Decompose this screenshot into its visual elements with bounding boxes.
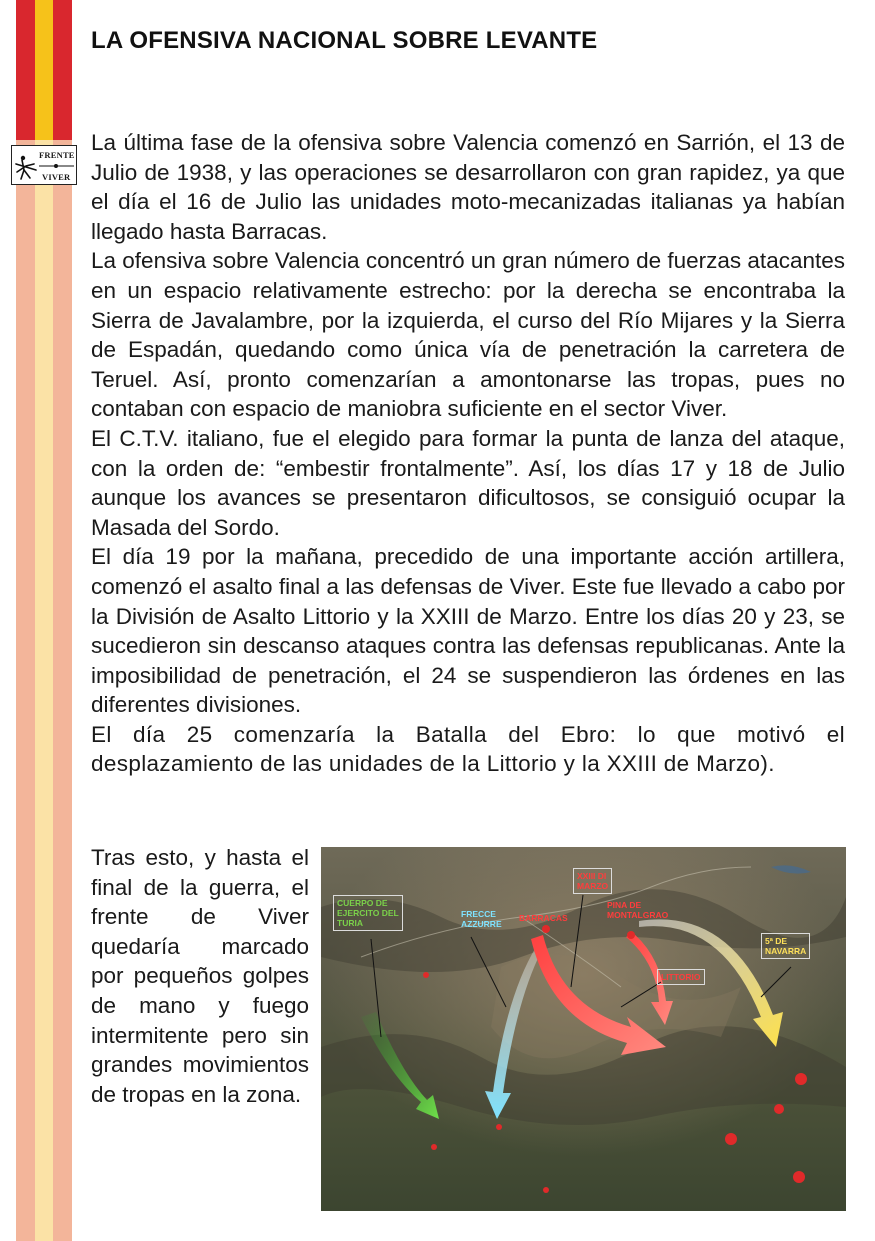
paragraph: El C.T.V. italiano, fue el elegido para formar la punta de lanza del ataque, con la orden de: “embestir frontalmente”. Así, los días 17 y 18 de Julio aunque los avances se presentaron dificultosos, se consiguió ocupar la Masada del Sordo. (91, 425, 845, 540)
map-label-cuerpo-turia: CUERPO DE EJERCITO DEL TURIA (333, 895, 403, 931)
map-label-pina-montalgrao: PINA DE MONTALGRAO (607, 900, 669, 920)
map-label-barracas: BARRACAS (519, 913, 568, 923)
paragraph: La ofensiva sobre Valencia concentró un gran número de fuerzas atacantes en un espacio relativamente estrecho: por la derecha se encontraba la Sierra de Javalambre, por la izquierda, el curso del Río Mijares y la Sierra de Espadán, quedando como única vía de penetración la carretera de Teruel. Así, pronto comenzarían a amontonarse las tropas, pues no contaban con espacio de maniobra suficiente en el sector Viver. (91, 248, 845, 422)
map-label-xxiii-marzo: XXIII DI MARZO (573, 868, 612, 894)
map-label-5-navarra: 5ª DE NAVARRA (761, 933, 810, 959)
logo-bottom-text: VIVER (42, 172, 71, 182)
wrap-paragraph: Tras esto, y hasta el final de la guerra, el frente de Viver quedaría marcado por pequeños golpes de mano y fuego intermitente pero sin grandes movimientos de tropas en la zona. (91, 845, 309, 1107)
paragraph: La última fase de la ofensiva sobre Valencia comenzó en Sarrión, el 13 de Julio de 1938, y las operaciones se desarrollaron con gran rapidez, ya que el día el 16 de Julio las unidades moto-mecanizadas italianas ya habían llegado hasta Barracas. (91, 130, 845, 244)
logo-top-text: FRENTE (39, 150, 75, 160)
frente-viver-logo (11, 145, 77, 185)
map-label-frecce-azzurre: FRECCE AZZURRE (461, 909, 502, 929)
faded-stripes (0, 140, 72, 1241)
page-title: LA OFENSIVA NACIONAL SOBRE LEVANTE (91, 27, 598, 54)
decorative-flag-stripes (0, 0, 72, 1241)
article-body (91, 128, 845, 779)
battle-map-image (321, 847, 846, 1211)
paragraph: El día 25 comenzaría la Batalla del Ebro: lo que motivó el desplazamiento de las unidades de la Littorio y la XXIII de Marzo). (91, 721, 845, 777)
map-label-littorio: LITTORIO (657, 969, 705, 985)
paragraph: El día 19 por la mañana, precedido de una importante acción artillera, comenzó el asalto final a las defensas de Viver. Este fue llevado a cabo por la División de Asalto Littorio y la XXIII de Marzo. Entre los días 20 y 23, se sucedieron sin descanso ataques contra las defensas republicanas. Ante la imposibilidad de penetración, el 24 se suspendieron las órdenes en las diferentes divisiones. (91, 544, 845, 718)
